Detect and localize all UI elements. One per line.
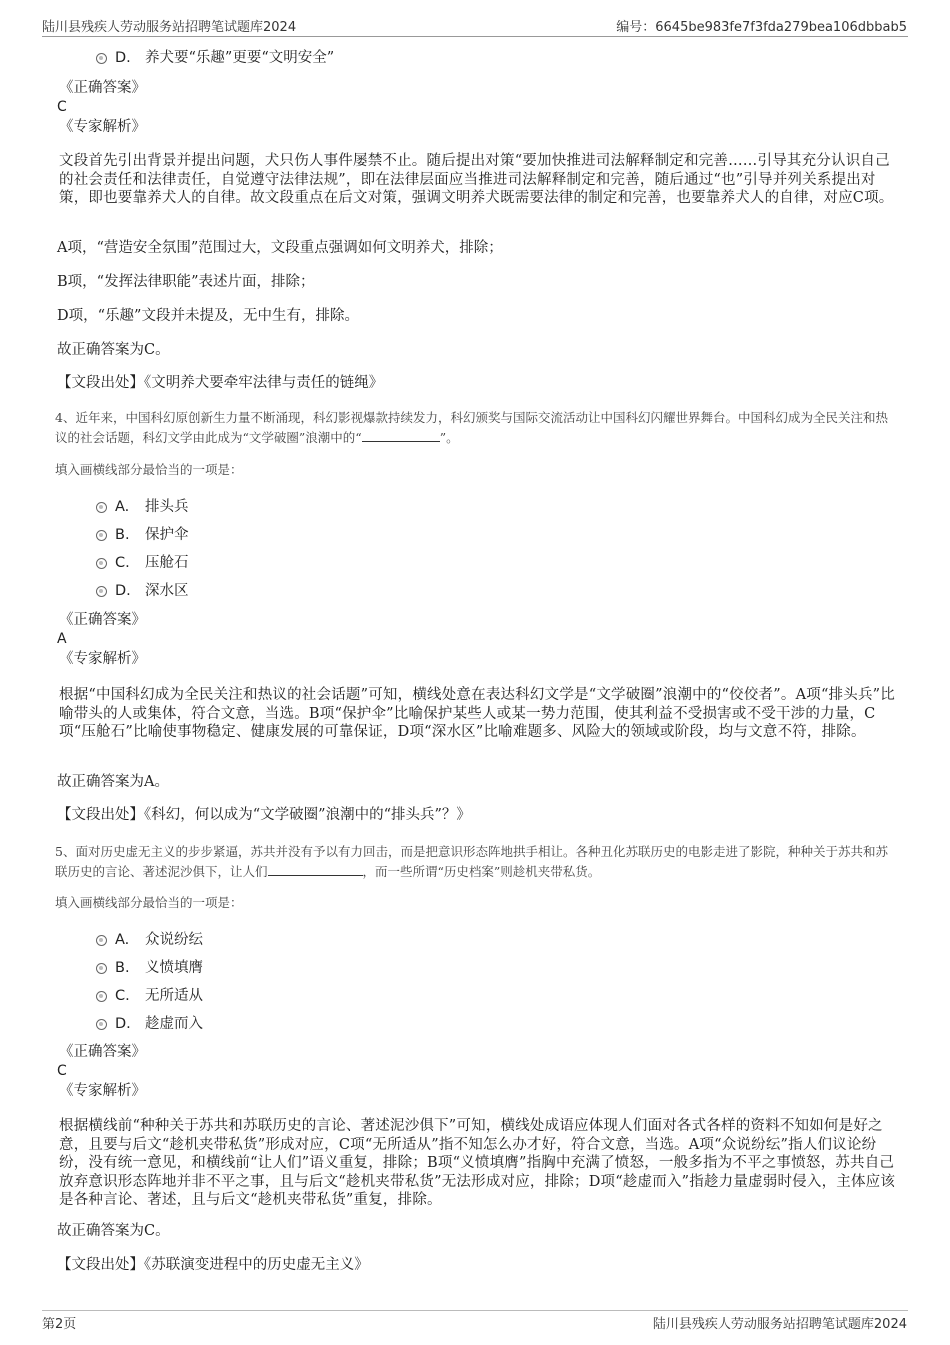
option-c[interactable] [96,986,203,1006]
option-letter: C. [115,988,130,1004]
radio-icon[interactable] [96,530,107,541]
stem-text-end: ，而一些所谓“历史档案”则趁机夹带私货。 [362,864,601,879]
radio-icon[interactable] [96,1019,107,1030]
option-text: 排头兵 [145,499,189,515]
radio-icon[interactable] [96,963,107,974]
analysis-line-b: B项，“发挥法律职能”表述片面，排除； [57,274,315,290]
answer-label: 《正确答案》 [59,80,146,96]
source: 【文段出处】《文明养犬要牵牢法律与责任的链绳》 [57,375,384,391]
option-letter: C. [115,555,130,571]
question-stem-4 [55,408,897,448]
conclusion: 故正确答案为A。 [57,774,169,790]
radio-icon[interactable] [96,586,107,597]
option-text: 无所适从 [145,988,203,1004]
option-text: 保护伞 [145,527,189,543]
header-title: 陆川县残疾人劳动服务站招聘笔试题库2024 [42,20,297,35]
option-letter: D. [115,1016,131,1032]
option-a[interactable] [96,930,203,950]
option-d[interactable] [96,1014,203,1034]
footer-divider [42,1310,908,1311]
answer-label: 《正确答案》 [59,1044,146,1060]
option-letter: A. [115,499,130,515]
stem-text-end: ”。 [439,430,459,445]
analysis-label: 《专家解析》 [59,651,146,667]
radio-icon[interactable] [96,991,107,1002]
radio-icon[interactable] [96,558,107,569]
option-letter: D. [115,583,131,599]
option-text: 养犬要“乐趣”更要“文明安全” [145,50,335,66]
radio-icon[interactable] [96,53,107,64]
analysis-line-d: D项，“乐趣”文段并未提及，无中生有，排除。 [57,308,359,324]
analysis-line-a: A项，“营造安全氛围”范围过大，文段重点强调如何文明养犬，排除； [57,240,503,256]
footer-title: 陆川县残疾人劳动服务站招聘笔试题库2024 [652,1317,907,1332]
analysis-text: 根据横线前“种种关于苏共和苏联历史的言论、著述泥沙俱下”可知，横线处成语应体现人们面对各式各样的资料不知如何是好之意，且要与后文“趁机夹带私货”形成对应，C项“无所适从”指不知怎么办才好，符合文意，当选。A项“众说纷纭”指人们议论纷纷，没有统一意见，和横线前“让人们”语义重复，排除；B项“义愤填膺”指胸中充满了愤怒，一般多指为不平之事愤怒，苏共自己放弃意识形态阵地并非不平之事，且与后文“趁机夹带私货”无法形成对应，排除；D项“趁虚而入”指趁力量虚弱时侵入，主体应该是各种言论、著述，且与后文“趁机夹带私货”重复，排除。 [59,1118,896,1208]
stem-text: 5、面对历史虚无主义的步步紧逼，苏共并没有予以有力回击，而是把意识形态阵地拱手相让。各种丑化苏联历史的电影走进了影院，种种关于苏共和苏联历史的言论、著述泥沙俱下，让人们 [55,844,888,879]
analysis-text: 文段首先引出背景并提出问题，犬只伤人事件屡禁不止。随后提出对策“要加快推进司法解释制定和完善……引导其充分认识自己的社会责任和法律责任，自觉遵守法律法规”，即在法律层面应当推进司法解释制定和完善，随后通过“也”引导并列关系提出对策，即也要靠养犬人的自律。故文段重点在后文对策，强调文明养犬既需要法律的制定和完善，也要靠养犬人的自律，对应C项。 [59,153,894,206]
conclusion: 故正确答案为C。 [57,1223,170,1239]
analysis-label: 《专家解析》 [59,1083,146,1099]
option-letter: D. [115,50,131,66]
option-text: 深水区 [145,583,189,599]
option-c[interactable] [96,553,189,573]
option-letter: B. [115,960,130,976]
radio-icon[interactable] [96,502,107,513]
option-b[interactable] [96,525,189,545]
option-letter: B. [115,527,130,543]
answer-value: C [57,1063,67,1079]
option-b[interactable] [96,958,203,978]
answer-value: C [57,99,67,115]
option-d[interactable] [96,581,189,601]
source: 【文段出处】《苏联演变进程中的历史虚无主义》 [57,1257,369,1273]
option-text: 趁虚而入 [145,1016,203,1032]
fill-blank [362,441,440,442]
question-prompt-4: 填入画横线部分最恰当的一项是： [55,462,243,477]
stem-text: 4、近年来，中国科幻原创新生力量不断涌现，科幻影视爆款持续发力，科幻颁奖与国际交流活动让中国科幻闪耀世界舞台。中国科幻成为全民关注和热议的社会话题，科幻文学由此成为“文学破圈”浪潮中的“ [55,410,888,445]
option-text: 压舱石 [145,555,189,571]
option-text: 众说纷纭 [145,932,203,948]
question-stem-5 [55,842,897,882]
answer-value: A [57,631,67,647]
question-prompt-5: 填入画横线部分最恰当的一项是： [55,895,243,910]
header-divider [42,36,908,37]
analysis-text: 根据“中国科幻成为全民关注和热议的社会话题”可知，横线处意在表达科幻文学是“文学破圈”浪潮中的“佼佼者”。A项“排头兵”比喻带头的人或集体，符合文意，当选。B项“保护伞”比喻保护某些人或某一势力范围，使其利益不受损害或不受干涉的力量，C项“压舱石”比喻使事物稳定、健康发展的可靠保证，D项“深水区”比喻难题多、风险大的领域或阶段，均与文意不符，排除。 [59,687,895,740]
radio-icon[interactable] [96,935,107,946]
option-text: 义愤填膺 [145,960,203,976]
answer-label: 《正确答案》 [59,612,146,628]
option-letter: A. [115,932,130,948]
option-a[interactable] [96,497,189,517]
option-d[interactable] [96,48,334,68]
document-code: 编号：6645be983fe7f3fda279bea106dbbab5 [616,20,907,35]
conclusion: 故正确答案为C。 [57,342,170,358]
fill-blank [268,875,363,876]
page-number: 第2页 [42,1317,77,1332]
source: 【文段出处】《科幻，何以成为“文学破圈”浪潮中的“排头兵”？》 [57,807,471,823]
analysis-label: 《专家解析》 [59,119,146,135]
